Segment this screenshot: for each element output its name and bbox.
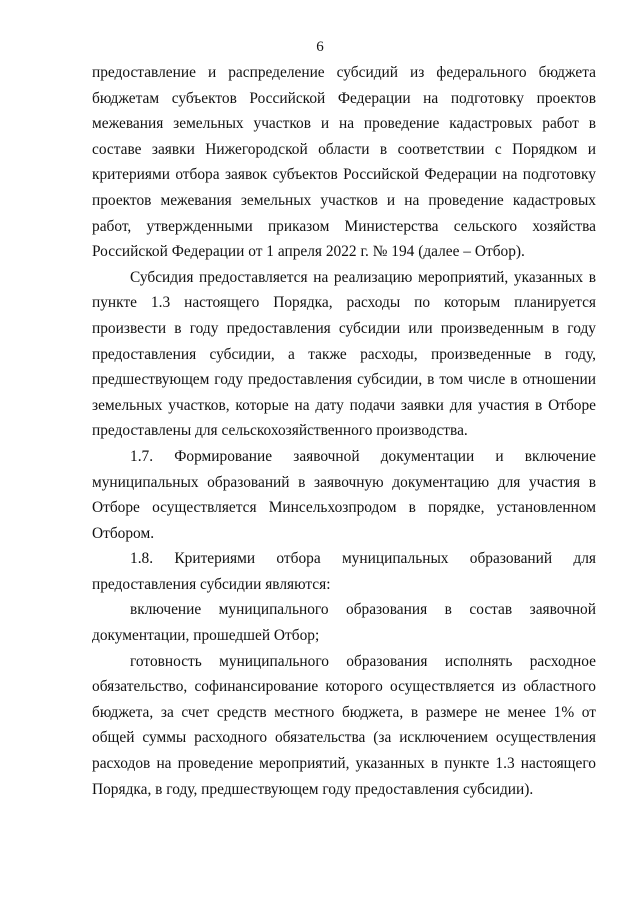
paragraph-1-8: 1.8. Критериями отбора муниципальных образований для предоставления субсидии являются:	[92, 550, 596, 593]
paragraph-criterion-inclusion: включение муниципального образования в состав заявочной документации, прошедшей Отбор;	[92, 601, 596, 645]
document-body	[92, 60, 596, 802]
paragraph-1-7: 1.7. Формирование заявочной документации и включение муниципальных образований в заявочную документацию для участия в Отборе осуществляется Минсельхозпродом в порядке, установленном Отбором.	[92, 447, 596, 542]
paragraph-subsidy-purpose: Субсидия предоставляется на реализацию мероприятий, указанных в пункте 1.3 настоящего Порядка, расходы по которым планируется произвести в году предоставления субсидии или произведенным в году предоставления субсидии, а также расходы, произведенные в году, предшествующем году предоставления субсидии, в том числе в отношении земельных участков, которые на дату подачи заявки для участия в Отборе предоставлены для сельскохозяйственного производства.	[92, 268, 596, 440]
paragraph-criterion-readiness: готовность муниципального образования исполнять расходное обязательство, софинансирование которого осуществляется из областного бюджета, за счет средств местного бюджета, в размере не менее 1% от общей суммы расходного обязательства (за исключением осуществления расходов на проведение мероприятий, указанных в пункте 1.3 настоящего Порядка, в году, предшествующем году предоставления субсидии).	[92, 652, 596, 798]
page-number: 6	[316, 39, 324, 55]
paragraph-selection-continuation: предоставление и распределение субсидий из федерального бюджета бюджетам субъектов Российской Федерации на подготовку проектов межевания земельных участков и на проведение кадастровых работ в составе заявки Нижегородской области в соответствии с Порядком и критериями отбора заявок субъектов Российской Федерации на подготовку проектов межевания земельных участков и на проведение кадастровых работ, утвержденными приказом Министерства сельского хозяйства Российской Федерации от 1 апреля 2022 г. № 194 (далее – Отбор).	[92, 64, 596, 261]
